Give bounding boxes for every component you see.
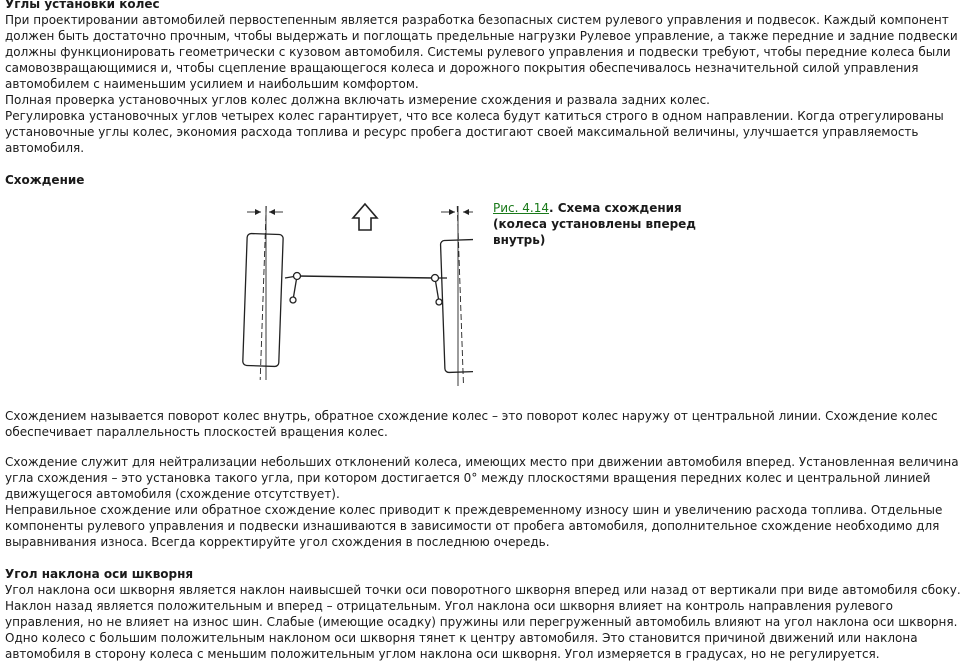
paragraph: При проектировании автомобилей первостепенным является разработка безопасных систем рулевого управления и подвесок. Каждый компонент должен быть достаточно прочным, чтобы выдержать и поглощать предельные нагрузки Рулевое управление, а также передние и задние подвески должны функционировать геометрически с кузовом автомобиля. Системы рулевого управления и подвески требуют, чтобы передние колеса были самовозвращающимися и, чтобы сцепление вращающегося колеса и дорожного покрытия обеспечивалось незначительной силой управления автомобилем с наименьшим усилием и наибольшим комфортом. [5,13,958,91]
figure-caption [493,200,733,248]
figure-toe-diagram [5,194,967,400]
paragraph: Схождением называется поворот колес внутрь, обратное схождение колес – это поворот колес наружу от центральной линии. Схождение колес обеспечивает параллельность плоскостей вращения колес. [5,409,938,439]
left-wheel [242,205,284,380]
paragraph: Угол наклона оси шкворня является наклон наивысшей точки оси поворотного шкворня вперед или назад от вертикали при виде автомобиля сбоку. [5,583,961,597]
figure-link[interactable]: Рис. 4.14 [493,201,549,215]
toe-in-diagram [233,194,473,394]
section-title-toe: Схождение [5,173,85,187]
paragraph: Наклон назад является положительным и вперед – отрицательным. Угол наклона оси шкворня влияет на контроль направления рулевого управления, но не влияет на износ шин. Слабые (имеющие осадку) пружины или перегруженный автомобиль влияют на угол наклона оси шкворня. Одно колесо с большим положительным наклоном оси шкворня тянет к центру автомобиля. Это становится причиной движений или наклона автомобиля в сторону колеса с меньшим положительным углом наклона оси шкворня. Угол измеряется в градусах, но не регулируется. [5,599,958,661]
paragraph: Регулировка установочных углов четырех колес гарантирует, что все колеса будут катиться строго в одном направлении. Когда отрегулированы установочные углы колес, экономия расхода топлива и ресурс пробега достигают своей максимальной величины, улучшается управляемость автомобиля. [5,109,944,155]
section-title-caster: Угол наклона оси шкворня [5,567,194,581]
tie-rod [297,276,435,278]
paragraph: Полная проверка установочных углов колес должна включать измерение схождения и развала задних колес. [5,93,710,107]
paragraph: Схождение служит для нейтрализации небольших отклонений колеса, имеющих место при движении автомобиля вперед. Установленная величина угла схождения – это установка такого угла, при котором достигается 0° между плоскостями вращения передних колес и центральной линией движущегося автомобиля (схождение отсутствует). [5,455,959,501]
figure-caption-text: . Схема схождения (колеса установлены вперед внутрь) [493,201,696,247]
right-wheel [439,205,473,386]
forward-direction-arrow [353,204,377,230]
paragraph: Неправильное схождение или обратное схождение колес приводит к преждевременному износу шин и увеличению расхода топлива. Отдельные компоненты рулевого управления и подвески изнашиваются в зависимости от пробега автомобиля, дополнительное схождение необходимо для выравнивания износа. Всегда корректируйте угол схождения в последнюю очередь. [5,503,943,549]
section-title-wheel-alignment: Углы установки колес [5,0,160,11]
document-page [5,0,967,662]
